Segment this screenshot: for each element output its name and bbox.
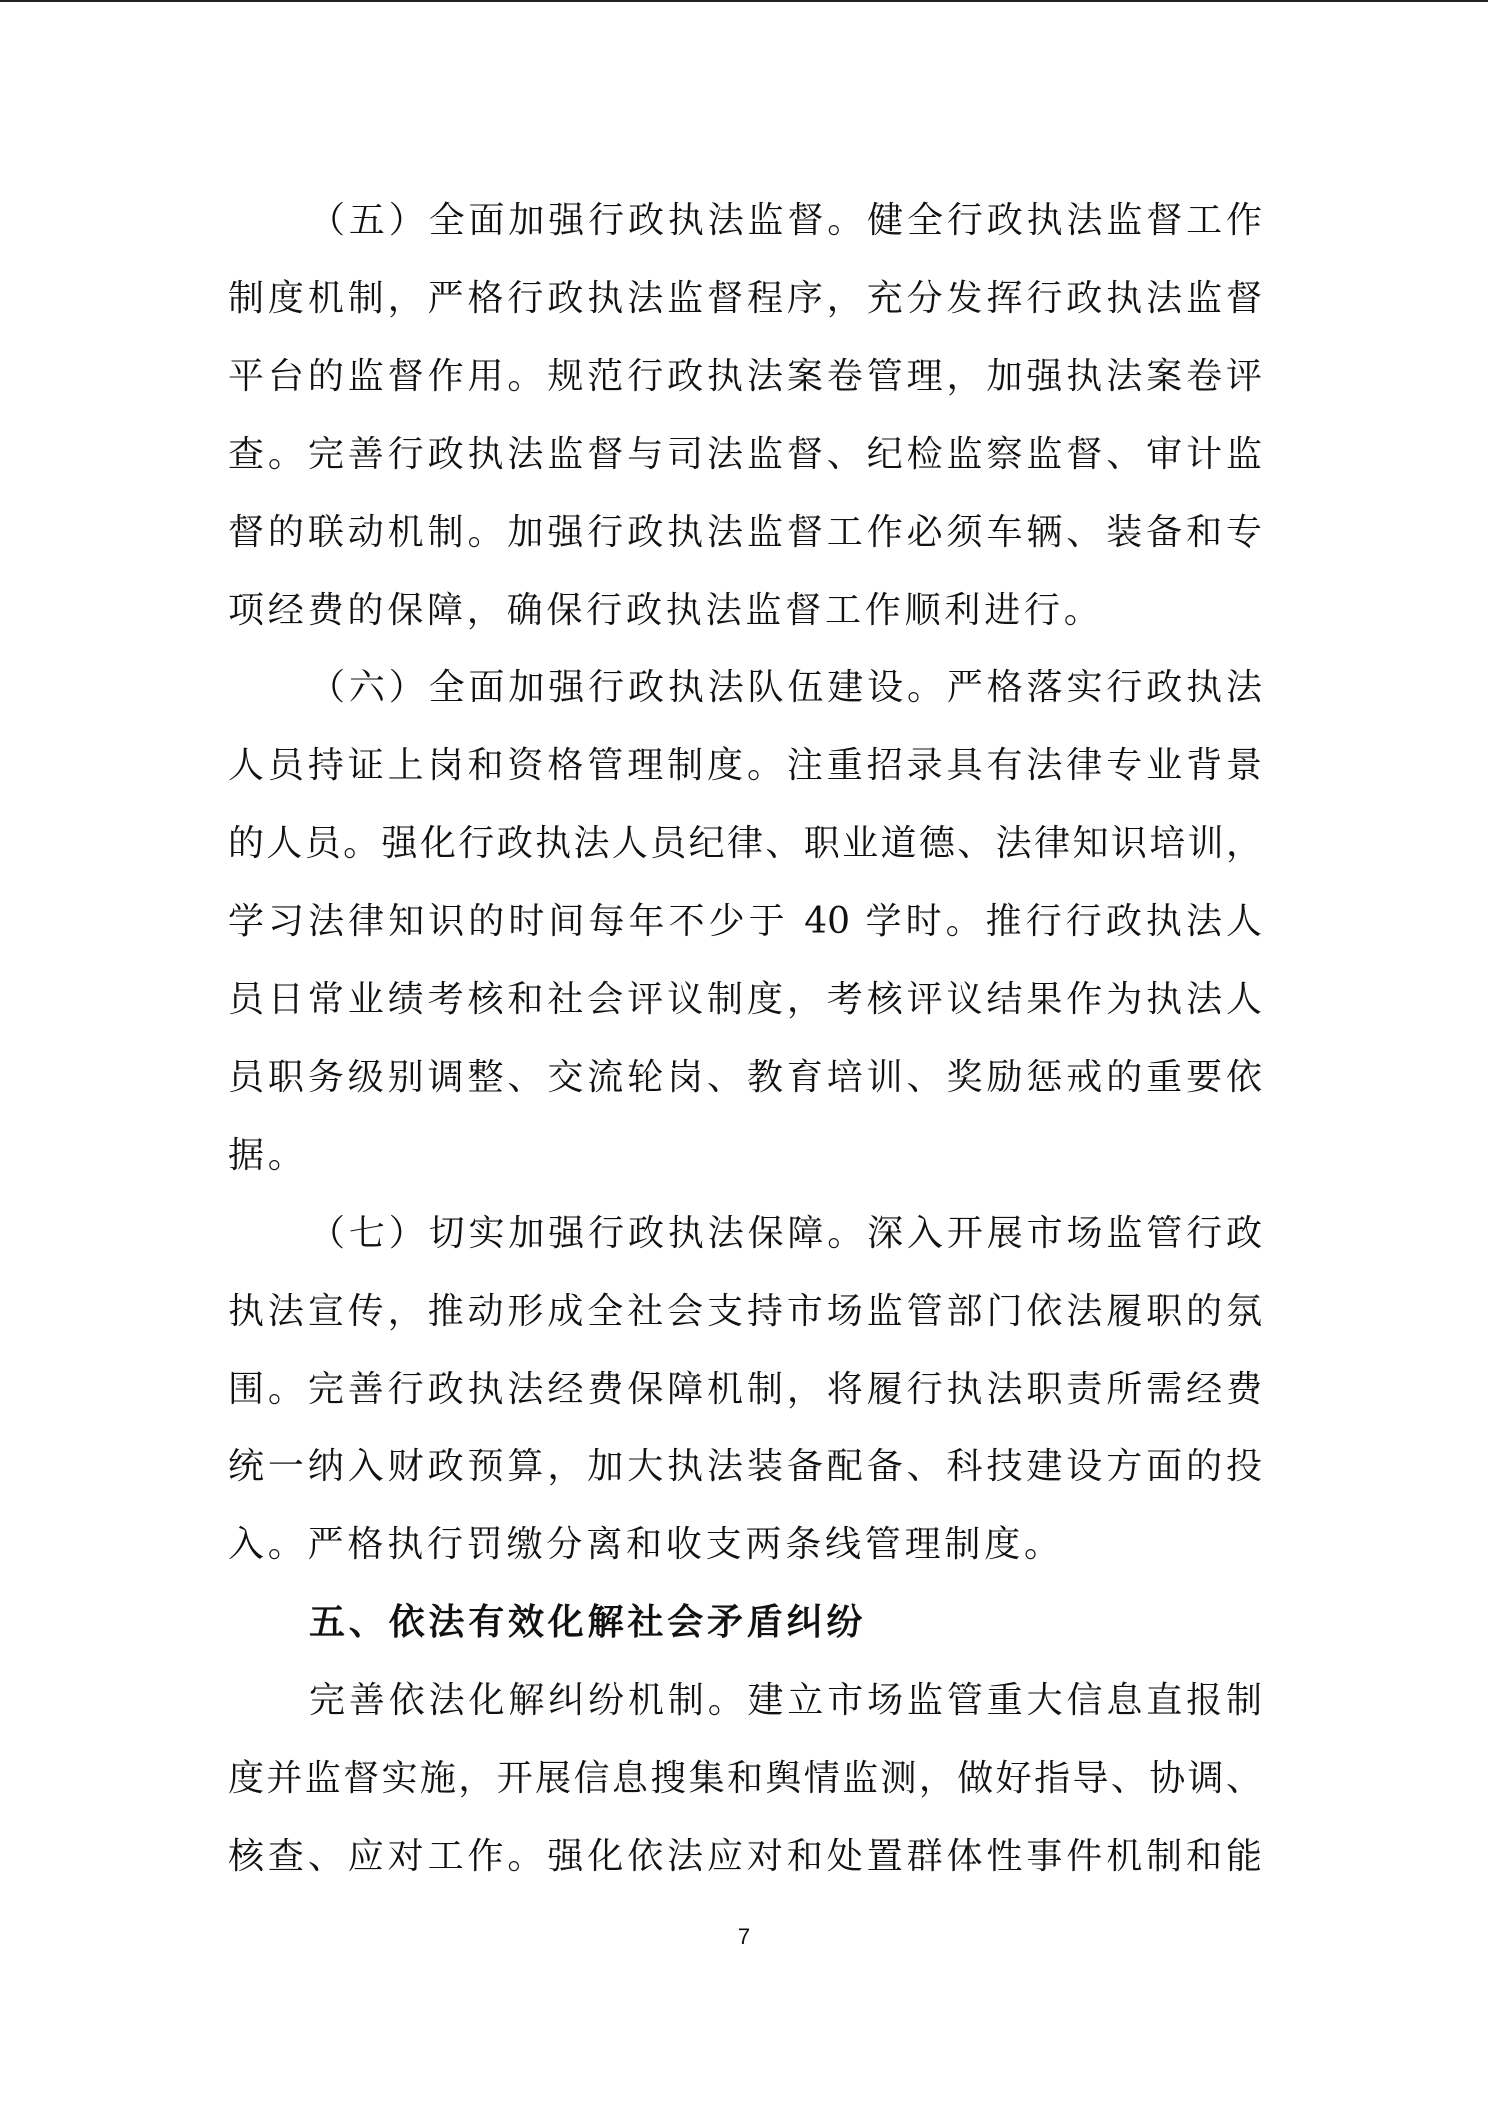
text-line: 人员持证上岗和资格管理制度。注重招录具有法律专业背景 [228,745,1262,787]
text-line: 员日常业绩考核和社会评议制度，考核评议结果作为执法人 [228,979,1262,1020]
text-line: 的人员。强化行政执法人员纪律、职业道德、法律知识培训， [228,823,1262,865]
text-line: 平台的监督作用。规范行政执法案卷管理，加强执法案卷评 [228,355,1262,397]
text-line: 完善依法化解纠纷机制。建立市场监管重大信息直报制 [309,1680,1262,1722]
text-line: 度并监督实施，开展信息搜集和舆情监测，做好指导、协调、 [228,1758,1262,1799]
text-line: （七）切实加强行政执法保障。深入开展市场监管行政 [309,1212,1262,1254]
text-line: 核查、应对工作。强化依法应对和处置群体性事件机制和能 [228,1835,1262,1877]
text-line: 执法宣传，推动形成全社会支持市场监管部门依法履职的氛 [228,1290,1262,1332]
text-line: 项经费的保障，确保行政执法监督工作顺利进行。 [228,589,1104,631]
section-heading: 五、依法有效化解社会矛盾纠纷 [309,1602,867,1644]
text-line: 员职务级别调整、交流轮岗、教育培训、奖励惩戒的重要依 [228,1056,1262,1098]
text-line: 据。 [228,1134,308,1176]
text-line: 学习法律知识的时间每年不少于 40 学时。推行行政执法人 [228,901,1262,943]
text-line: （五）全面加强行政执法监督。健全行政执法监督工作 [309,200,1262,241]
text-line: （六）全面加强行政执法队伍建设。严格落实行政执法 [309,667,1262,709]
text-line: 入。严格执行罚缴分离和收支两条线管理制度。 [228,1524,1064,1566]
page-number: 7 [737,1924,751,1949]
text-line: 督的联动机制。加强行政执法监督工作必须车辆、装备和专 [228,511,1262,553]
text-line: 查。完善行政执法监督与司法监督、纪检监察监督、审计监 [228,433,1262,475]
text-line: 围。完善行政执法经费保障机制，将履行执法职责所需经费 [228,1368,1262,1410]
text-line: 制度机制，严格行政执法监督程序，充分发挥行政执法监督 [228,277,1262,319]
text-line: 统一纳入财政预算，加大执法装备配备、科技建设方面的投 [228,1446,1262,1488]
